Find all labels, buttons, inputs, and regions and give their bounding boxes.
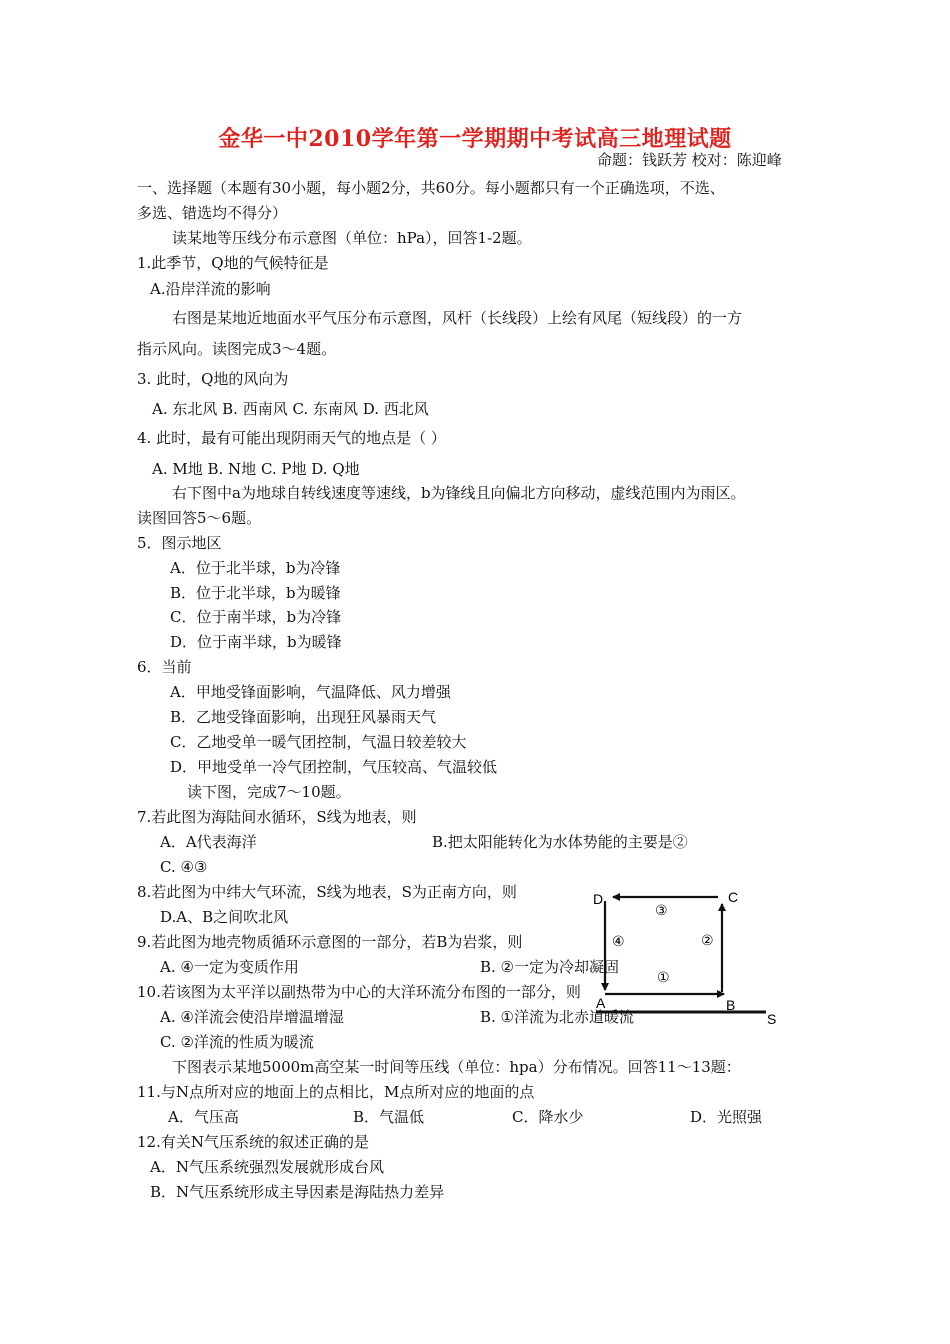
label-b: B (726, 997, 736, 1013)
q7-option-b: B.把太阳能转化为水体势能的主要是② (432, 833, 688, 851)
q10-option-b: B. ①洋流为北赤道暖流 (480, 1008, 635, 1026)
q8-option-d: D.A、B之间吹北风 (160, 908, 289, 926)
q11-option-c: C．降水少 (512, 1108, 584, 1126)
q7-option-c: C. ④③ (160, 858, 208, 876)
q9-option-a: A. ④一定为变质作用 (160, 958, 299, 976)
section-instructions-line2: 多选、错选均不得分） (137, 204, 288, 222)
q4-options: A. M地 B. N地 C. P地 D. Q地 (152, 460, 360, 478)
label-4: ④ (612, 934, 625, 950)
q9-option-b: B. ②一定为冷却凝固 (480, 958, 620, 976)
q10-option-a: A. ④洋流会使沿岸增温增湿 (160, 1008, 344, 1026)
q11-option-d: D．光照强 (690, 1108, 763, 1126)
intro-q5-6-line2: 读图回答5～6题。 (137, 509, 262, 527)
q11-option-a: A．气压高 (168, 1108, 239, 1126)
intro-q1-2: 读某地等压线分布示意图（单位：hPa），回答1-2题。 (172, 229, 532, 247)
q4-stem: 4. 此时，最有可能出现阴雨天气的地点是（ ） (137, 429, 446, 447)
q10-stem: 10.若该图为太平洋以副热带为中心的大洋环流分布图的一部分，则 (137, 983, 581, 1001)
q12-stem: 12.有关N气压系统的叙述正确的是 (137, 1133, 369, 1151)
label-c: C (728, 889, 739, 905)
q1-stem: 1.此季节，Q地的气候特征是 (137, 254, 329, 272)
intro-q3-4-line2: 指示风向。读图完成3～4题。 (137, 340, 337, 358)
q7-option-a: A．A代表海洋 (160, 833, 257, 851)
q3-stem: 3. 此时，Q地的风向为 (137, 370, 289, 388)
q5-option-b: B．位于北半球，b为暖锋 (170, 584, 341, 602)
q5-option-a: A．位于北半球，b为冷锋 (170, 559, 341, 577)
q11-option-b: B．气温低 (353, 1108, 425, 1126)
page-title: 金华一中2010学年第一学期期中考试高三地理试题 (218, 126, 732, 152)
q6-option-b: B．乙地受锋面影响，出现狂风暴雨天气 (170, 708, 437, 726)
q6-option-d: D．甲地受单一冷气团控制，气压较高、气温较低 (170, 758, 498, 776)
label-3: ③ (655, 903, 668, 919)
q12-option-a: A．N气压系统强烈发展就形成台风 (150, 1158, 384, 1176)
q7-stem: 7.若此图为海陆间水循环，S线为地表，则 (137, 808, 417, 826)
q3-options: A. 东北风 B. 西南风 C. 东南风 D. 西北风 (152, 400, 429, 418)
label-d: D (593, 891, 604, 907)
q5-stem: 5．图示地区 (137, 534, 222, 552)
label-a: A (596, 995, 606, 1011)
q11-stem: 11.与N点所对应的地面上的点相比，M点所对应的地面的点 (137, 1083, 535, 1101)
q12-option-b: B．N气压系统形成主导因素是海陆热力差异 (150, 1183, 445, 1201)
intro-q7-10: 读下图，完成7～10题。 (187, 783, 351, 801)
q6-option-a: A．甲地受锋面影响，气温降低、风力增强 (170, 683, 451, 701)
label-s: S (767, 1011, 777, 1026)
q8-stem: 8.若此图为中纬大气环流，S线为地表，S为正南方向，则 (137, 883, 517, 901)
intro-q11-13: 下图表示某地5000m高空某一时间等压线（单位：hpa）分布情况。回答11～13题： (172, 1058, 741, 1076)
q10-option-c: C. ②洋流的性质为暖流 (160, 1033, 314, 1051)
label-2: ② (701, 933, 714, 949)
q5-option-d: D．位于南半球，b为暖锋 (170, 633, 342, 651)
intro-q5-6-line1: 右下图中a为地球自转线速度等速线，b为锋线且向偏北方向移动，虚线范围内为雨区。 (172, 484, 746, 502)
q1-option-a: A.沿岸洋流的影响 (150, 280, 271, 298)
section-instructions-line1: 一、选择题（本题有30小题，每小题2分，共60分。每小题都只有一个正确选项，不选、 (137, 179, 725, 197)
q5-option-c: C．位于南半球，b为冷锋 (170, 608, 342, 626)
circulation-diagram (588, 884, 788, 1026)
label-1: ① (657, 970, 670, 986)
q6-stem: 6．当前 (137, 658, 192, 676)
q6-option-c: C．乙地受单一暖气团控制，气温日较差较大 (170, 733, 467, 751)
credits: 命题：钱跃芳 校对：陈迎峰 (597, 151, 782, 169)
intro-q3-4-line1: 右图是某地近地面水平气压分布示意图，风杆（长线段）上绘有风尾（短线段）的一方 (172, 309, 743, 327)
q9-stem: 9.若此图为地壳物质循环示意图的一部分，若B为岩浆，则 (137, 933, 523, 951)
